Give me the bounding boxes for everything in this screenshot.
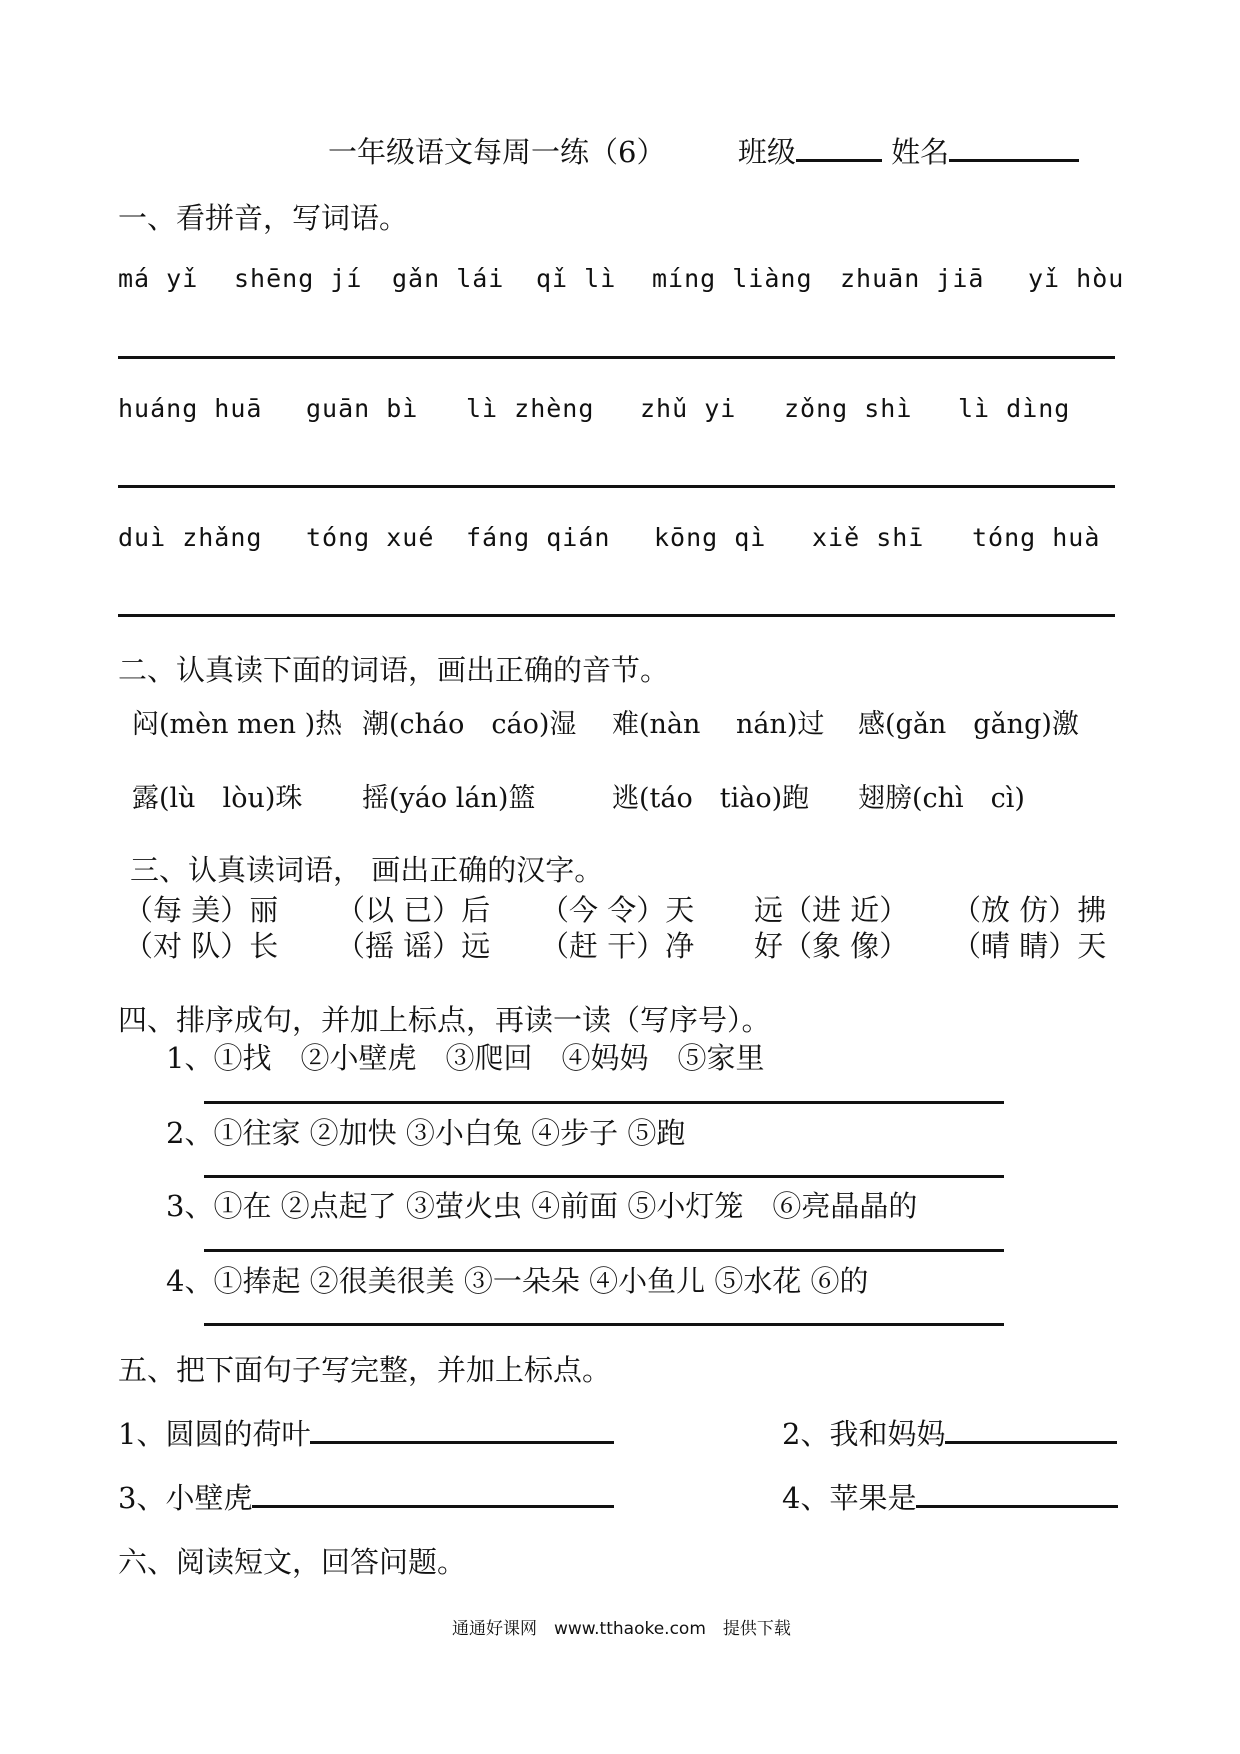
ordering-item-3: 3、①在 ②点起了 ③萤火虫 ④前面 ⑤小灯笼 ⑥亮晶晶的: [166, 1189, 918, 1223]
answer-line[interactable]: [204, 1249, 1004, 1252]
ordering-item-4: 4、①捧起 ②很美很美 ③一朵朵 ④小鱼儿 ⑤水花 ⑥的: [166, 1264, 869, 1298]
answer-line[interactable]: [204, 1175, 1004, 1178]
syllable-item[interactable]: 潮(cháo cáo)湿: [362, 709, 577, 740]
name-label: 姓名: [891, 135, 950, 169]
pinyin-item: zhuān jiā: [840, 264, 985, 293]
pinyin-item: yǐ hòu: [1028, 264, 1125, 293]
pinyin-item: shēng jí: [234, 264, 363, 293]
character-item[interactable]: 远（进 近）: [754, 893, 909, 927]
answer-line[interactable]: [204, 1101, 1004, 1104]
completion-prompt: 3、小壁虎: [118, 1481, 253, 1515]
completion-blank[interactable]: [252, 1504, 614, 1508]
section-5-heading: 五、把下面句子写完整，并加上标点。: [118, 1353, 612, 1387]
character-item[interactable]: （以 已）后: [336, 893, 491, 927]
character-item[interactable]: （晴 睛）天: [952, 929, 1107, 963]
completion-item-4: [782, 1476, 1118, 1517]
completion-prompt: 2、我和妈妈: [782, 1417, 946, 1451]
section-3-heading: 三、认真读词语， 画出正确的汉字。: [130, 853, 604, 887]
character-item[interactable]: （放 仿）拂: [952, 893, 1107, 927]
class-label: 班级: [737, 135, 796, 169]
pinyin-item: qǐ lì: [536, 264, 617, 293]
character-item[interactable]: （对 队）长: [124, 929, 279, 963]
pinyin-item: lì zhèng: [466, 394, 595, 423]
pinyin-item: guān bì: [306, 394, 419, 423]
pinyin-item: duì zhǎng: [118, 523, 263, 552]
completion-blank[interactable]: [310, 1440, 614, 1444]
ordering-item-1: 1、①找 ②小壁虎 ③爬回 ④妈妈 ⑤家里: [166, 1041, 765, 1075]
completion-blank[interactable]: [916, 1504, 1118, 1508]
syllable-item[interactable]: 难(nàn nán)过: [612, 709, 825, 740]
character-item[interactable]: （今 令）天: [540, 893, 695, 927]
pinyin-item: gǎn lái: [392, 264, 505, 293]
character-item[interactable]: （赶 干）净: [540, 929, 695, 963]
pinyin-item: tóng huà: [972, 523, 1101, 552]
syllable-item[interactable]: 翅膀(chì cì): [858, 783, 1025, 814]
syllable-item[interactable]: 闷(mèn men )热: [132, 709, 343, 740]
syllable-item[interactable]: 感(gǎn gǎng)激: [858, 709, 1079, 740]
section-6-heading: 六、阅读短文，回答问题。: [118, 1545, 467, 1579]
answer-line[interactable]: [118, 614, 1115, 617]
pinyin-item: míng liàng: [652, 264, 813, 293]
completion-prompt: 4、苹果是: [782, 1481, 917, 1515]
name-blank[interactable]: [949, 158, 1079, 162]
pinyin-item: fáng qián: [466, 523, 611, 552]
character-item[interactable]: （每 美）丽: [124, 893, 279, 927]
pinyin-item: tóng xué: [306, 523, 435, 552]
page-title: [328, 130, 1079, 171]
worksheet-title: 一年级语文每周一练（6）: [328, 135, 666, 169]
ordering-item-2: 2、①往家 ②加快 ③小白兔 ④步子 ⑤跑: [166, 1116, 686, 1150]
answer-line[interactable]: [118, 356, 1115, 359]
completion-item-3: [118, 1476, 614, 1517]
class-blank[interactable]: [796, 158, 882, 162]
character-item[interactable]: （摇 谣）远: [336, 929, 491, 963]
character-item[interactable]: 好（象 像）: [754, 929, 909, 963]
syllable-item[interactable]: 逃(táo tiào)跑: [612, 783, 810, 814]
section-1-heading: 一、看拼音，写词语。: [118, 201, 409, 235]
section-4-heading: 四、排序成句，并加上标点，再读一读（写序号）。: [118, 1003, 771, 1037]
completion-prompt: 1、圆圆的荷叶: [118, 1417, 311, 1451]
completion-item-1: [118, 1412, 614, 1453]
pinyin-item: xiě shī: [812, 523, 925, 552]
answer-line[interactable]: [204, 1323, 1004, 1326]
section-2-heading: 二、认真读下面的词语，画出正确的音节。: [118, 653, 670, 687]
pinyin-item: huáng huā: [118, 394, 263, 423]
pinyin-item: lì dìng: [958, 394, 1071, 423]
pinyin-item: zhǔ yi: [640, 394, 737, 423]
answer-line[interactable]: [118, 485, 1115, 488]
completion-item-2: [782, 1412, 1117, 1453]
footer-credit: 通通好课网 www.tthaoke.com 提供下载: [452, 1619, 791, 1639]
pinyin-item: zǒng shì: [784, 394, 913, 423]
syllable-item[interactable]: 摇(yáo lán)篮: [362, 783, 536, 814]
pinyin-item: kōng qì: [654, 523, 767, 552]
syllable-item[interactable]: 露(lù lòu)珠: [132, 783, 303, 814]
pinyin-item: má yǐ: [118, 264, 199, 293]
completion-blank[interactable]: [945, 1440, 1117, 1444]
